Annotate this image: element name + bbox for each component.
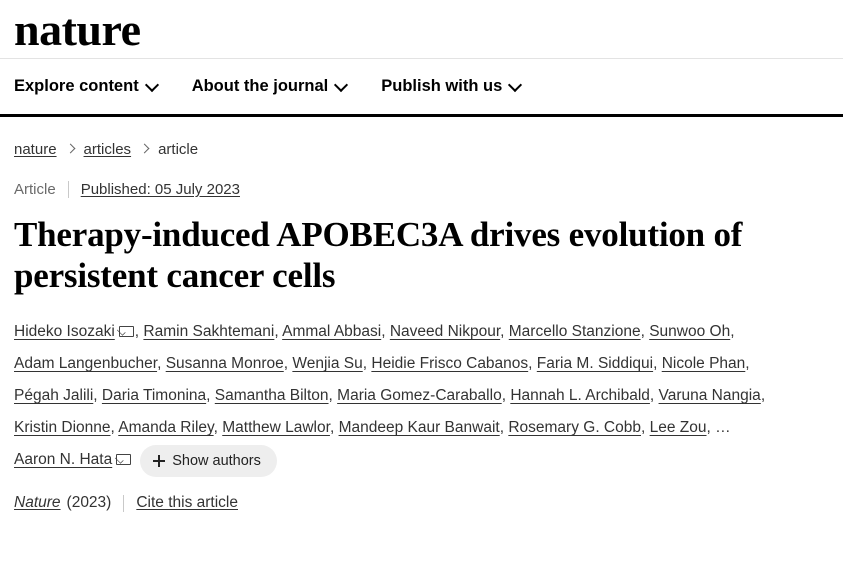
author-link[interactable]: Aaron N. Hata bbox=[14, 451, 113, 469]
author-link[interactable]: Samantha Bilton bbox=[214, 387, 329, 404]
nav-item-label: About the journal bbox=[191, 77, 329, 96]
nav-item-about-the-journal[interactable] bbox=[192, 78, 348, 95]
author-link[interactable]: Heidie Frisco Cabanos bbox=[371, 355, 529, 372]
divider bbox=[123, 495, 124, 512]
author-link[interactable]: Varuna Nangia bbox=[658, 387, 761, 404]
publication-line bbox=[12, 158, 831, 198]
author-link[interactable]: Amanda Riley bbox=[118, 419, 214, 436]
author-link[interactable]: Lee Zou bbox=[649, 419, 707, 436]
article-type: Article bbox=[14, 181, 56, 198]
journal-year: (2023) bbox=[66, 494, 112, 512]
author-link[interactable]: Hannah L. Archibald bbox=[510, 387, 650, 404]
chevron-down-icon bbox=[510, 79, 521, 90]
journal-name-link[interactable]: Nature bbox=[14, 494, 61, 512]
authors-ellipsis: … bbox=[715, 419, 731, 436]
author-link[interactable]: Matthew Lawlor bbox=[222, 419, 330, 436]
author-list: Hideko Isozaki , Ramin Sakhtemani, Ammal Abbasi, Naveed Nikpour, Marcello Stanzione, Sunwoo Oh, Adam Langenbucher, Susanna Monroe, Wenjia Su, Heidie Frisco Cabanos, Faria M. Siddiqui, Nicole Phan, Pégah Jalili, Daria Timonina, Samantha Bilton, Maria Gomez-Caraballo, Hannah L. Archibald, Varuna Nangia, Kristin Dionne, Amanda Riley, Matthew Lawlor, Mandeep Kaur Banwait, Rosemary G. Cobb, Lee Zou, … Aaron N. Hata Show authors bbox=[12, 316, 831, 476]
show-authors-button[interactable] bbox=[140, 445, 277, 477]
chevron-right-icon bbox=[65, 144, 75, 154]
author-link[interactable]: Ammal Abbasi bbox=[282, 323, 382, 340]
nav-item-label: Publish with us bbox=[381, 77, 503, 96]
main-navigation bbox=[0, 59, 843, 117]
page-title: Therapy-induced APOBEC3A drives evolution of persistent cancer cells bbox=[14, 215, 743, 295]
author-link[interactable]: Sunwoo Oh bbox=[649, 323, 731, 340]
nav-item-explore-content[interactable] bbox=[14, 78, 158, 95]
author-link[interactable]: Kristin Dionne bbox=[14, 419, 111, 436]
nav-item-publish-with-us[interactable] bbox=[381, 78, 521, 95]
chevron-down-icon bbox=[336, 79, 347, 90]
author-link[interactable]: Rosemary G. Cobb bbox=[508, 419, 641, 436]
article-content bbox=[0, 117, 843, 512]
site-masthead bbox=[0, 0, 843, 59]
author-link[interactable]: Mandeep Kaur Banwait bbox=[338, 419, 500, 436]
breadcrumb-item-nature[interactable]: nature bbox=[14, 141, 57, 158]
chevron-right-icon bbox=[140, 144, 150, 154]
divider bbox=[68, 181, 69, 198]
cite-this-article-link[interactable]: Cite this article bbox=[136, 494, 238, 512]
email-icon[interactable] bbox=[119, 326, 134, 337]
journal-citation bbox=[12, 476, 831, 512]
author-link[interactable]: Naveed Nikpour bbox=[389, 323, 501, 340]
author-link[interactable]: Wenjia Su bbox=[292, 355, 363, 372]
email-icon[interactable] bbox=[116, 454, 131, 465]
author-link[interactable]: Daria Timonina bbox=[101, 387, 207, 404]
author-link[interactable]: Maria Gomez-Caraballo bbox=[337, 387, 502, 404]
nav-item-label: Explore content bbox=[14, 77, 139, 96]
breadcrumb-item-article: article bbox=[158, 141, 199, 158]
breadcrumb bbox=[12, 117, 831, 158]
published-date-link[interactable]: Published: 05 July 2023 bbox=[80, 181, 240, 198]
author-link[interactable]: Faria M. Siddiqui bbox=[536, 355, 654, 372]
nature-logo[interactable]: nature bbox=[14, 4, 141, 55]
show-authors-label: Show authors bbox=[172, 453, 261, 469]
author-link[interactable]: Hideko Isozaki bbox=[14, 323, 115, 340]
plus-icon bbox=[153, 455, 165, 467]
author-link[interactable]: Adam Langenbucher bbox=[14, 355, 158, 372]
chevron-down-icon bbox=[147, 79, 158, 90]
breadcrumb-item-articles[interactable]: articles bbox=[83, 141, 132, 158]
author-link[interactable]: Susanna Monroe bbox=[165, 355, 284, 372]
author-link[interactable]: Marcello Stanzione bbox=[508, 323, 641, 340]
author-link[interactable]: Ramin Sakhtemani bbox=[143, 323, 275, 340]
author-link[interactable]: Pégah Jalili bbox=[14, 387, 94, 404]
author-link[interactable]: Nicole Phan bbox=[661, 355, 746, 372]
